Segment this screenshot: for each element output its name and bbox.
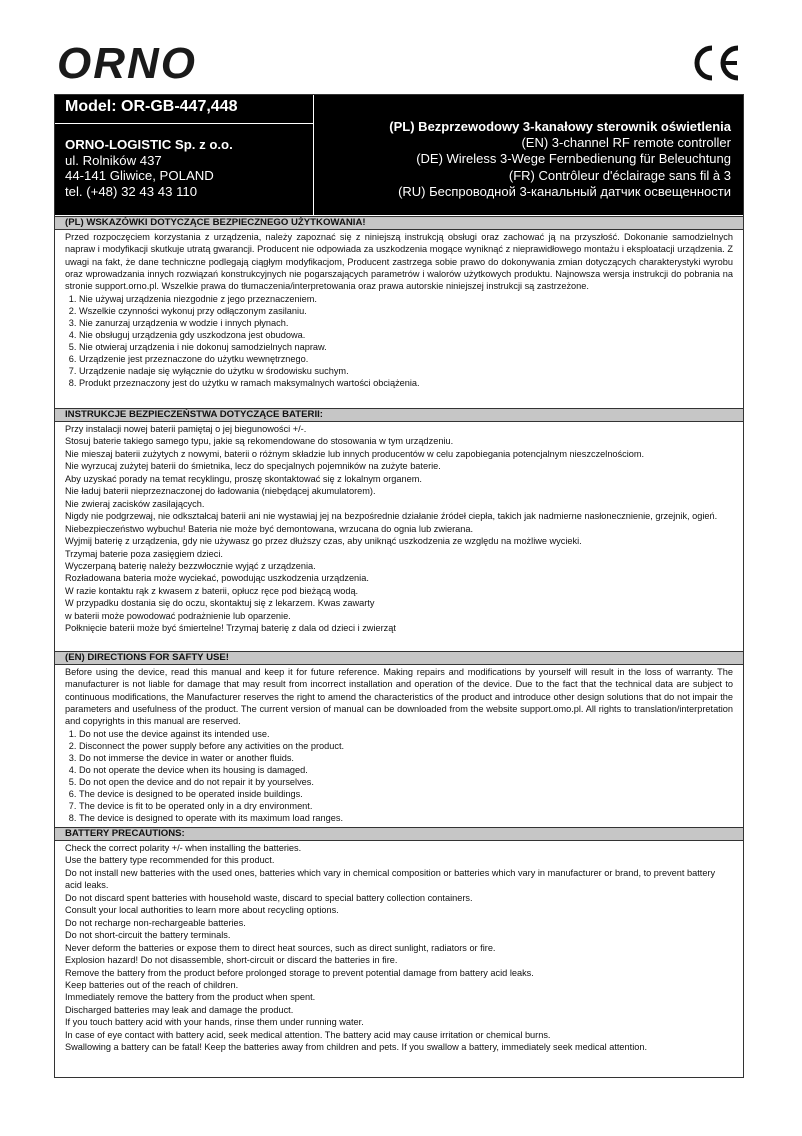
text-line: Nie mieszaj baterii zużytych z nowymi, baterii o różnym składzie lub innych producentów w celu zapobiegania potencjalnym nieszczelnościom. [65,448,645,459]
list-item: 5. Nie otwieraj urządzenia i nie dokonuj samodzielnych napraw. [79,341,733,353]
text-line: W przypadku dostania się do oczu, skontaktuj się z lekarzem. Kwas zawarty [65,598,375,609]
text-line: If you touch battery acid with your hands, rinse them under running water. [65,1017,364,1028]
section-heading: (PL) WSKAZÓWKI DOTYCZĄCE BEZPIECZNEGO UŻYTKOWANIA! [55,216,743,230]
company-name: ORNO-LOGISTIC Sp. z o.o. [65,137,233,152]
product-titles [389,119,731,200]
text-line: Do not short-circuit the battery terminals. [65,930,231,941]
text-line: Do not recharge non-rechargeable batteries. [65,917,246,928]
company-phone: tel. (+48) 32 43 43 110 [65,184,198,200]
numbered-list [65,293,733,389]
list-item: 6. Urządzenie jest przeznaczone do użytku wewnętrznego. [79,353,733,365]
text-line: Swallowing a battery can be fatal! Keep the batteries away from children and pets. If you swallow a battery, immediately seek medical attention. [65,1042,648,1053]
company-city: 44-141 Gliwice, POLAND [65,168,214,184]
list-item: 4. Nie obsługuj urządzenia gdy uszkodzona jest obudowa. [79,329,733,341]
text-line: Nie wyrzucaj zużytej baterii do śmietnika, lecz do specjalnych pojemników na zużyte baterie. [65,461,441,472]
list-item: 1. Nie używaj urządzenia niezgodnie z jego przeznaczeniem. [79,293,733,305]
list-item: 8. The device is designed to operate with its maximum load ranges. [79,812,733,824]
text-line: w baterii może powodować podrażnienie lub oparzenie. [65,610,291,621]
list-item: 2. Disconnect the power supply before any activities on the product. [79,740,733,752]
en-battery-section [55,827,743,1054]
title-ru: (RU) Беспроводной 3-канальный датчик освещенности [398,183,731,199]
text-line: Trzymaj baterie poza zasięgiem dzieci. [65,548,223,559]
text-line: Połknięcie baterii może być śmiertelne! Trzymaj baterię z dala od dzieci i zwierząt [65,623,396,634]
pl-safety-section [55,216,743,389]
text-line: Do not discard spent batteries with household waste, discard to special battery collection containers. [65,892,473,903]
title-pl: (PL) Bezprzewodowy 3-kanałowy sterownik oświetlenia [389,119,731,134]
svg-text:ORNO: ORNO [57,39,197,86]
text-line: Explosion hazard! Do not disassemble, short-circuit or discard the batteries in fire. [65,955,398,966]
section-intro: Before using the device, read this manual and keep it for future reference. Making repairs and modifications by yourself will result in the loss of warranty. The manufacturer is not liable for damage that may result from incorrect installation and operation of the device. Due to the fact that the technical data are subject to continuous modifications, the Manufacturer reserves the right to amend the characteristics of the product and introduce other design solutions that do not impair the parameters and usefulness of the product. The current version of manual can be downloaded from the website support.omo.pl. All rights to translation/interpretation and copyrights in this manual are reserved. [65,667,733,727]
company-panel [55,95,314,215]
section-heading: BATTERY PRECAUTIONS: [55,827,743,841]
title-en: (EN) 3-channel RF remote controller [521,135,731,151]
text-line: Use the battery type recommended for this product. [65,855,275,866]
text-line: Do not install new batteries with the used ones, batteries which vary in chemical composition or batteries which vary in manufacturer or brand, to prevent battery acid leaks. [65,867,716,891]
list-item: 3. Nie zanurzaj urządzenia w wodzie i innych płynach. [79,317,733,329]
text-line: Wyjmij baterię z urządzenia, gdy nie używasz go przez dłuższy czas, aby uniknąć uszkodzenia ze względu na możliwe wycieki. [65,536,582,547]
text-line: Never deform the batteries or expose them to direct heat sources, such as direct sunlight, radiators or fire. [65,942,496,953]
section-heading: (EN) DIRECTIONS FOR SAFTY USE! [55,651,743,665]
section-heading: INSTRUKCJE BEZPIECZEŃSTWA DOTYCZĄCE BATERII: [55,408,743,422]
title-fr: (FR) Contrôleur d'éclairage sans fil à 3 [508,167,731,183]
text-line: Przy instalacji nowej baterii pamiętaj o jej biegunowości +/-. [65,424,307,434]
header-block [55,95,743,215]
ce-mark-icon [690,44,742,82]
text-line: Rozładowana bateria może wyciekać, powodując uszkodzenia urządzenia. [65,573,369,584]
numbered-list [65,728,733,824]
text-line: Aby uzyskać porady na temat recyklingu, proszę skontaktować się z lokalnym organem. [65,473,422,484]
header-divider [55,123,313,124]
list-item: 3. Do not immerse the device in water or another fluids. [79,752,733,764]
text-line: Nigdy nie podgrzewaj, nie odkształcaj baterii ani nie wystawiaj jej na bezpośrednie działanie źródeł ciepła, takich jak nadmierne nasłonecznienie, grzejnik, ogień. [65,511,718,522]
text-line: In case of eye contact with battery acid, seek medical attention. The battery acid may cause irritation or chemical burns. [65,1029,551,1040]
orno-logo [55,38,235,86]
text-line: W razie kontaktu rąk z kwasem z baterii, opłucz ręce pod bieżącą wodą. [65,585,359,596]
text-line: Consult your local authorities to learn more about recycling options. [65,905,339,916]
title-de: (DE) Wireless 3-Wege Fernbedienung für Beleuchtung [416,151,731,167]
list-item: 1. Do not use the device against its intended use. [79,728,733,740]
list-item: 6. The device is designed to be operated inside buildings. [79,788,733,800]
model-number: Model: OR-GB-447,448 [65,98,238,115]
text-line: Check the correct polarity +/- when installing the batteries. [65,843,302,853]
company-street: ul. Rolników 437 [65,152,162,168]
text-line: Keep batteries out of the reach of children. [65,979,239,990]
company-address [65,137,233,200]
list-item: 7. Urządzenie nadaje się wyłącznie do użytku w środowisku suchym. [79,365,733,377]
list-item: 4. Do not operate the device when its housing is damaged. [79,764,733,776]
list-item: 5. Do not open the device and do not repair it by yourselves. [79,776,733,788]
text-line: Wyczerpaną baterię należy bezzwłocznie wyjąć z urządzenia. [65,560,316,571]
text-line: Stosuj baterie takiego samego typu, jakie są rekomendowane do stosowania w tym urządzeniu. [65,436,454,447]
list-item: 8. Produkt przeznaczony jest do użytku w ramach maksymalnych wartości obciążenia. [79,377,733,389]
list-item: 2. Wszelkie czynności wykonuj przy odłączonym zasilaniu. [79,305,733,317]
en-safety-section [55,651,743,824]
list-item: 7. The device is fit to be operated only in a dry environment. [79,800,733,812]
section-intro: Przed rozpoczęciem korzystania z urządzenia, należy zapoznać się z niniejszą instrukcją obsługi oraz zachować ją na przyszłość. Dokonanie samodzielnych napraw i modyfikacji skutkuje utratą gwarancji. Producent nie odpowiada za uszkodzenia mogące wyniknąć z nieprawidłowego montażu i eksploatacji urządzenia. Z uwagi na fakt, że dane techniczne podlegają ciągłym modyfikacjom, Producent zastrzega sobie prawo do dokonywania zmian dotyczących charakterystyki wyrobu oraz wprowadzania innych rozwiązań konstrukcyjnych nie pogarszających parametrów i walorów użytkowych produktu. Najnowsza wersja instrukcji do pobrania na stronie support.orno.pl. Wszelkie prawa do tłumaczenia/interpretowania oraz prawa autorskie niniejszej instrukcji są zastrzeżone. [65,232,733,292]
text-line: Immediately remove the battery from the product when spent. [65,992,316,1003]
text-line: Nie ładuj baterii nieprzeznaczonej do ładowania (niebędącej akumulatorem). [65,486,376,497]
pl-battery-section [55,408,743,635]
text-line: Nie zwieraj zacisków zasilających. [65,498,205,509]
text-line: Remove the battery from the product before prolonged storage to prevent potential damage from battery acid leaks. [65,967,534,978]
text-line: Discharged batteries may leak and damage the product. [65,1004,294,1015]
document-frame [54,94,744,1078]
text-line: Niebezpieczeństwo wybuchu! Bateria nie może być demontowana, wrzucana do ognia lub zwierana. [65,523,474,534]
